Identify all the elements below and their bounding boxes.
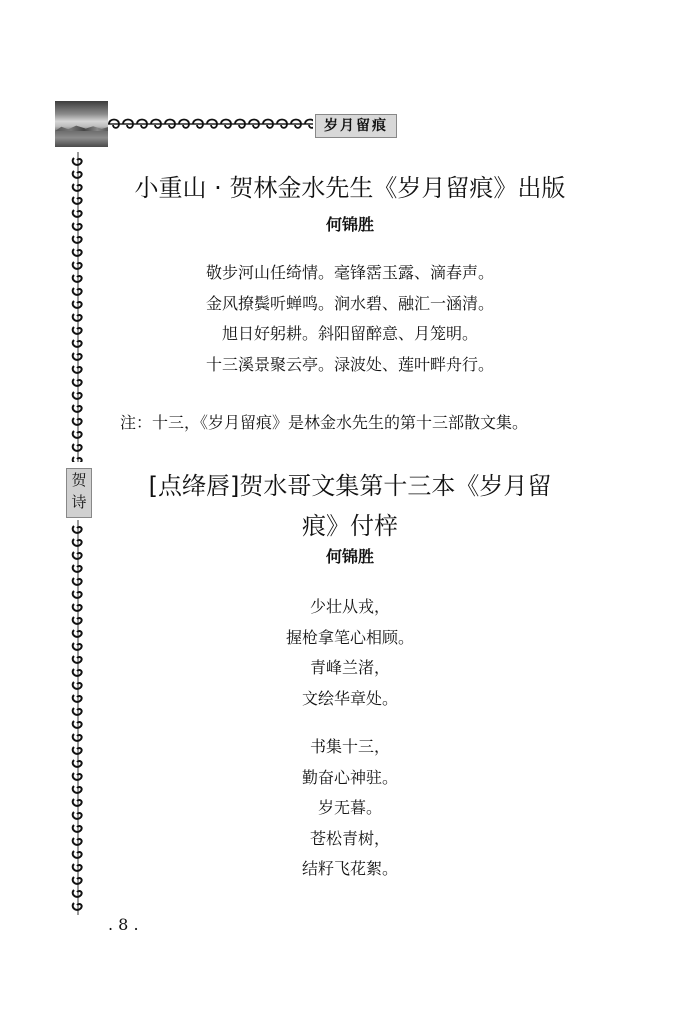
vine-curl-motif	[73, 184, 82, 191]
vine-curl-motif	[73, 799, 82, 806]
vine-curl-motif	[73, 812, 82, 819]
verse-line: 苍松青树，	[309, 828, 390, 848]
vine-curl-motif	[73, 327, 82, 334]
verse-line: 握枪拿笔心相顾。	[285, 627, 414, 647]
vine-curl-motif	[73, 552, 82, 559]
side-label-char-2: 诗	[71, 493, 87, 511]
vine-curl-motif	[73, 682, 82, 689]
vine-curl-motif	[73, 314, 82, 321]
vine-curl-motif	[73, 457, 82, 462]
poem1-author: 何锦胜	[325, 215, 374, 234]
header-landscape-photo	[55, 101, 108, 147]
vine-curl-motif	[73, 301, 82, 308]
verse-line: 岁无暮。	[317, 798, 382, 817]
vine-curl-motif	[73, 210, 82, 217]
vine-curl-motif	[73, 262, 82, 269]
vine-curl-motif	[73, 864, 82, 871]
vine-curl-motif	[73, 838, 82, 845]
vine-curl-motif	[73, 275, 82, 282]
vine-curl-motif	[73, 565, 82, 572]
vine-curl-motif	[73, 903, 82, 910]
vine-curl-motif	[73, 526, 82, 533]
vine-curl-motif	[73, 825, 82, 832]
vine-curl-motif	[73, 353, 82, 360]
vine-curl-motif	[73, 392, 82, 399]
vine-curl-motif	[73, 444, 82, 451]
vine-curl-motif	[73, 877, 82, 884]
section-tab: 岁月留痕	[315, 114, 397, 138]
vine-curl-motif	[73, 617, 82, 624]
vine-curl-motif	[73, 786, 82, 793]
verse-line: 少壮从戎，	[309, 597, 390, 616]
vine-curl-motif	[73, 695, 82, 702]
vine-curl-motif	[73, 539, 82, 546]
vine-curl-motif	[73, 656, 82, 663]
poem1-verse	[100, 258, 600, 380]
vine-curl-motif	[73, 236, 82, 243]
vine-curl-motif	[73, 604, 82, 611]
poem1-note: 注：十三，《岁月留痕》是林金水先生的第十三部散文集。	[120, 413, 529, 432]
vine-curl-motif	[73, 760, 82, 767]
poem2-stanza1	[100, 592, 600, 714]
verse-line: 文绘华章处。	[301, 688, 398, 708]
verse-line: 旭日好躬耕。斜阳留醉意、月笼明。	[221, 324, 478, 343]
verse-line: 勤奋心神驻。	[301, 767, 398, 787]
vine-curl-motif	[73, 734, 82, 741]
vine-curl-motif	[73, 249, 82, 256]
vine-curl-motif	[73, 643, 82, 650]
verse-line: 结籽飞花絮。	[301, 859, 398, 878]
vine-curl-motif	[73, 366, 82, 373]
poem2-title-line1: [点绛唇]贺水哥文集第十三本《岁月留	[148, 472, 552, 500]
poem2-author: 何锦胜	[325, 547, 374, 566]
vine-curl-motif	[73, 669, 82, 676]
vine-curl-motif	[73, 851, 82, 858]
vine-curl-motif	[73, 197, 82, 204]
vine-curl-motif	[73, 340, 82, 347]
verse-line: 金风撩鬓听蝉鸣。涧水碧、融汇一涵清。	[205, 293, 494, 313]
verse-line: 青峰兰渚，	[309, 658, 390, 677]
poem2-stanza2	[100, 732, 600, 885]
vine-curl-motif	[73, 747, 82, 754]
vine-curl-motif	[73, 171, 82, 178]
left-vine-ornament-lower	[68, 520, 88, 915]
vine-curl-motif	[73, 773, 82, 780]
vine-curl-motif	[73, 405, 82, 412]
vine-curl-motif	[73, 890, 82, 897]
poem1-title: 小重山 · 贺林金水先生《岁月留痕》出版	[134, 174, 566, 202]
poem2-title-line2: 痕》付梓	[302, 512, 398, 540]
verse-line: 十三溪景聚云亭。渌波处、莲叶畔舟行。	[205, 354, 494, 374]
vine-curl-motif	[73, 379, 82, 386]
page-number: . 8 .	[108, 915, 139, 934]
verse-line: 书集十三，	[309, 737, 390, 756]
vine-curl-motif	[73, 721, 82, 728]
side-category-label	[66, 468, 92, 518]
vine-curl-motif	[73, 578, 82, 585]
vine-curl-motif	[73, 630, 82, 637]
vine-curl-motif	[73, 591, 82, 598]
left-vine-ornament	[68, 152, 88, 462]
verse-line: 敬步河山任绮情。毫锋霑玉露、滴春声。	[205, 263, 494, 282]
vine-curl-motif	[73, 158, 82, 165]
side-label-char-1: 贺	[71, 471, 87, 489]
vine-curl-motif	[73, 288, 82, 295]
header-ornament-band	[108, 116, 313, 132]
vine-curl-motif	[73, 223, 82, 230]
vine-curl-motif	[73, 418, 82, 425]
vine-curl-motif	[73, 708, 82, 715]
vine-curl-motif	[73, 431, 82, 438]
